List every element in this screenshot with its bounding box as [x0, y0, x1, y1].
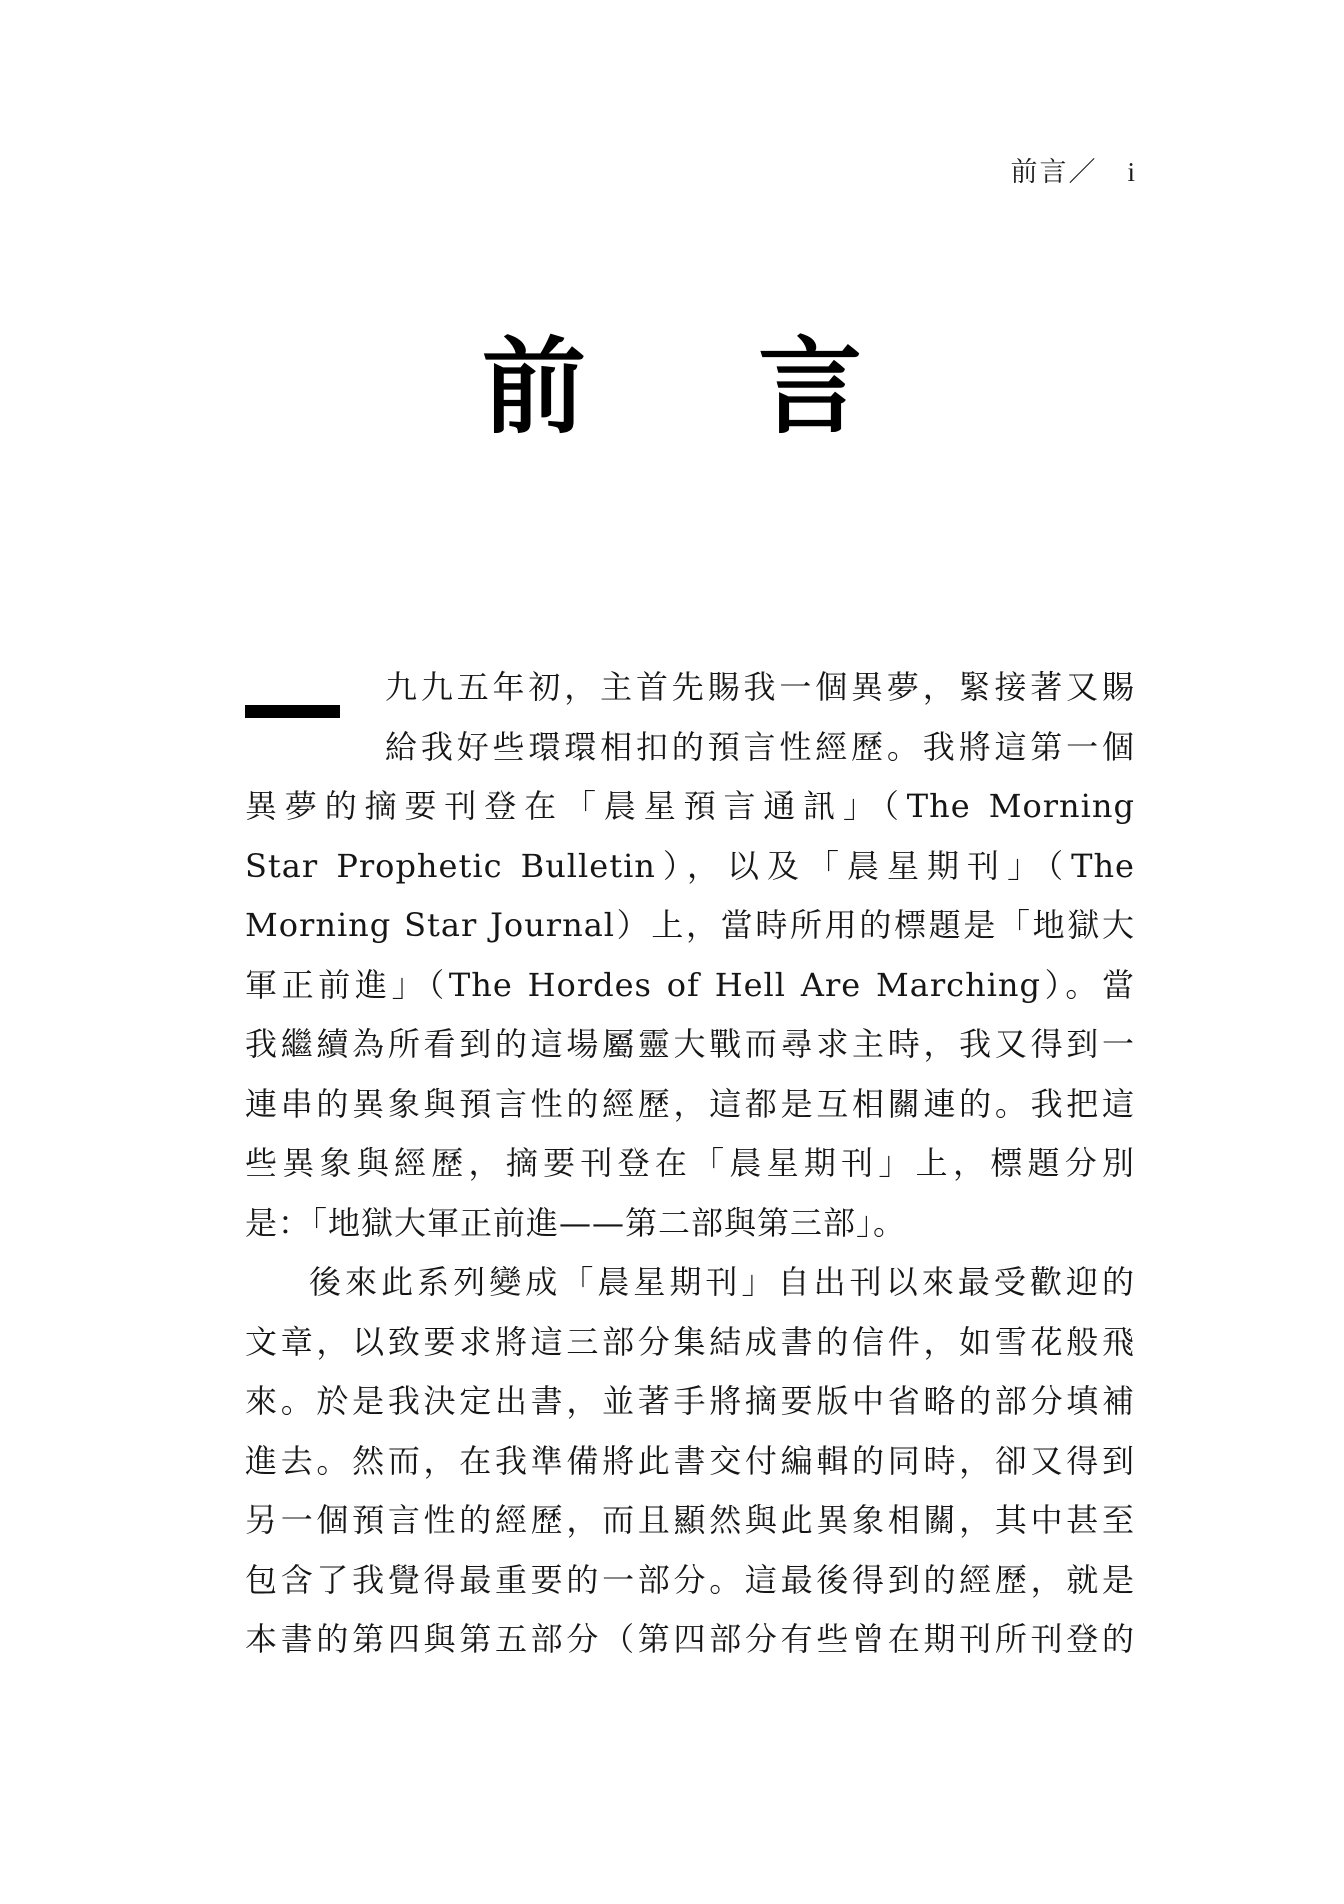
text-line: 另一個預言性的經歷，而且顯然與此異象相關，其中甚至	[245, 1501, 1135, 1539]
text-line: 異夢的摘要刊登在「晨星預言通訊」（The Morning	[245, 787, 1135, 825]
page-number: i	[1127, 157, 1137, 187]
text-line: 軍正前進」（The Hordes of Hell Are Marching）。當	[245, 965, 1135, 1004]
running-head	[1010, 150, 1137, 189]
text-line: Star Prophetic Bulletin），以及「晨星期刊」（The	[245, 846, 1135, 885]
text-line: 連串的異象與預言性的經歷，這都是互相關連的。我把這	[245, 1084, 1135, 1123]
text-line: 給我好些環環相扣的預言性經歷。我將這第一個	[385, 727, 1135, 766]
running-head-section: 前言／	[1010, 157, 1098, 188]
text-line: Morning Star Journal）上，當時所用的標題是「地獄大	[245, 906, 1135, 944]
text-line: 後來此系列變成「晨星期刊」自出刊以來最受歡迎的	[309, 1263, 1135, 1301]
text-line: 九九五年初，主首先賜我一個異夢，緊接著又賜	[385, 668, 1135, 706]
drop-initial	[245, 705, 340, 718]
text-line: 來。於是我決定出書，並著手將摘要版中省略的部分填補	[245, 1382, 1135, 1420]
paragraph-2	[245, 1253, 1135, 1670]
body-text	[245, 658, 1135, 1670]
paragraph-1	[245, 658, 1135, 1253]
text-line: 文章，以致要求將這三部分集結成書的信件，如雪花般飛	[245, 1322, 1135, 1361]
text-line: 包含了我覺得最重要的一部分。這最後得到的經歷，就是	[245, 1560, 1135, 1599]
text-line: 是：「地獄大軍正前進——第二部與第三部」。	[245, 1203, 907, 1242]
text-line: 本書的第四與第五部分（第四部分有些曾在期刊所刊登的	[245, 1620, 1135, 1658]
text-line: 我繼續為所看到的這場屬靈大戰而尋求主時，我又得到一	[245, 1025, 1135, 1063]
chapter-title: 前 言	[481, 325, 931, 448]
text-line: 進去。然而，在我準備將此書交付編輯的同時，卻又得到	[245, 1441, 1135, 1480]
text-line: 些異象與經歷，摘要刊登在「晨星期刊」上，標題分別	[245, 1144, 1135, 1182]
